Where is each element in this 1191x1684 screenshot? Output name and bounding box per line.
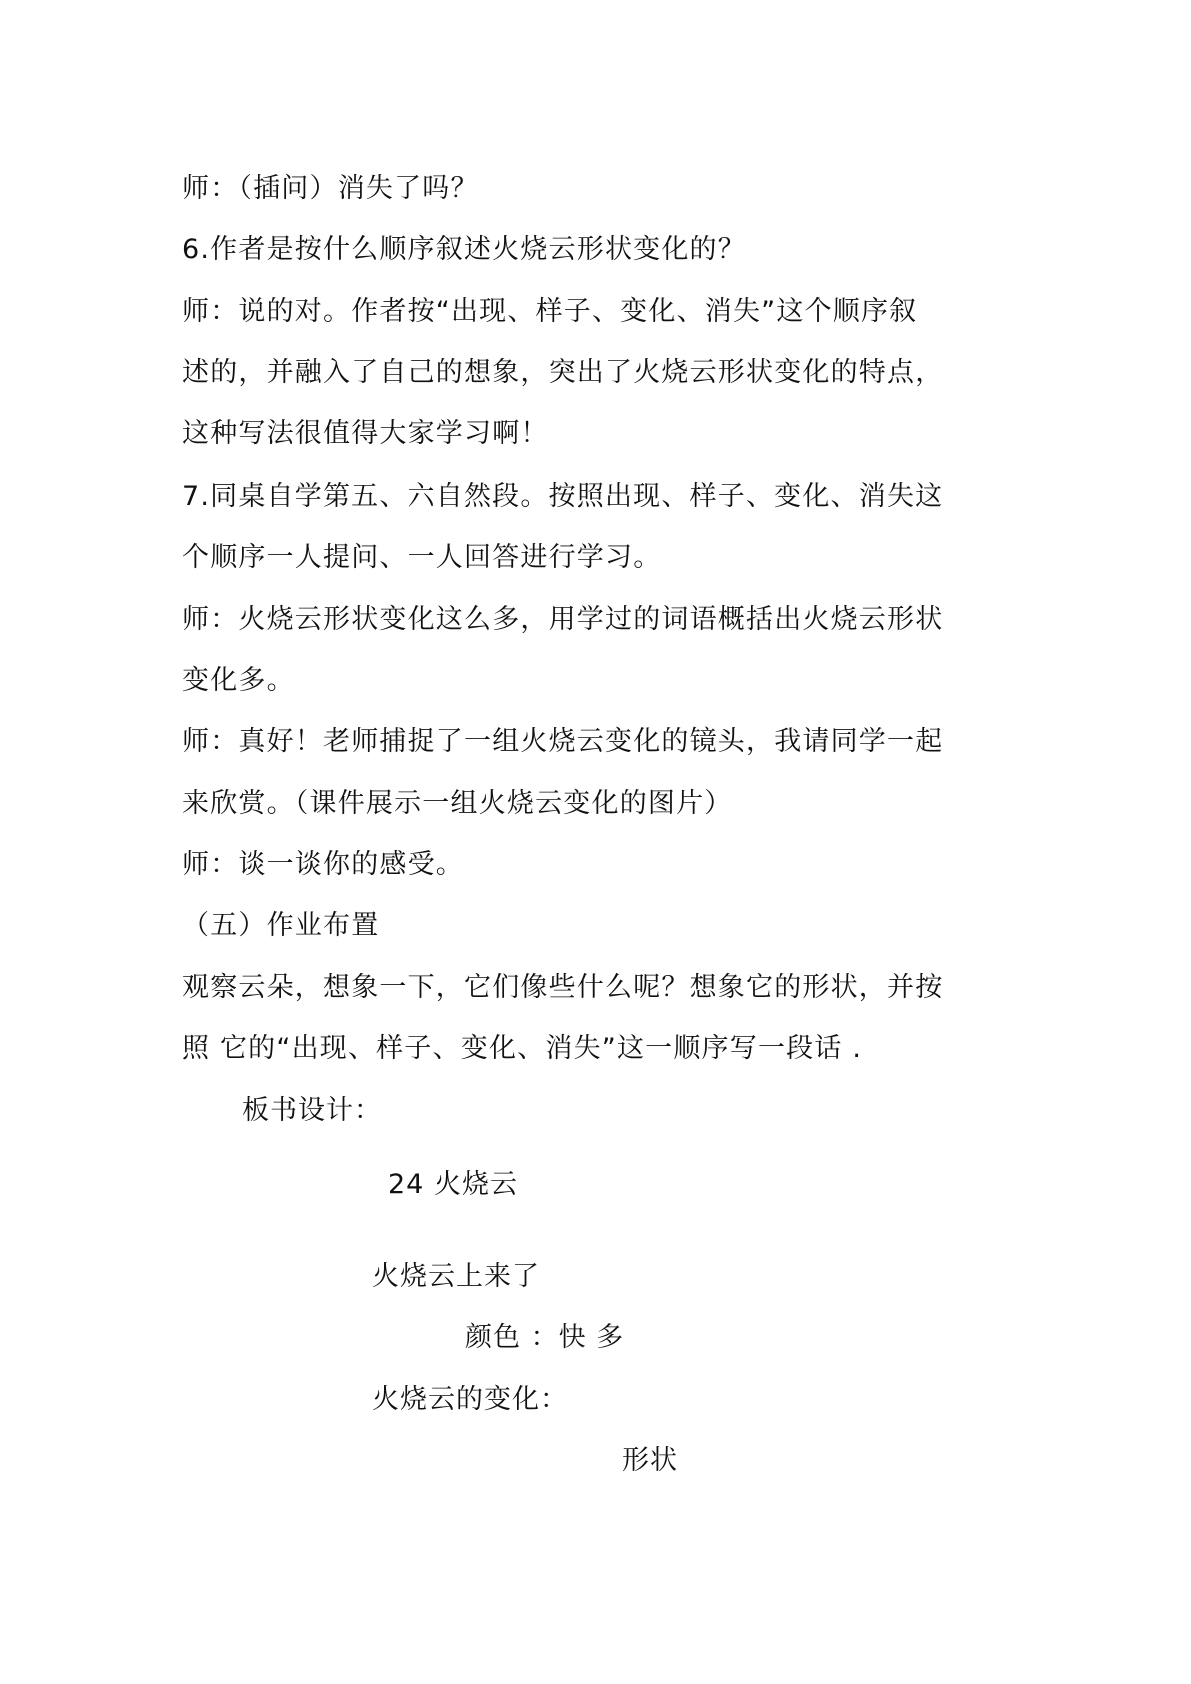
board-design-heading: 板书设计：	[242, 1095, 382, 1126]
text-line: 师：谈一谈你的感受。	[182, 849, 464, 880]
text-line: 来欣赏。（课件展示一组火烧云变化的图片）	[182, 788, 733, 819]
section-heading: （五）作业布置	[182, 910, 380, 941]
text-line: 6.作者是按什么顺序叙述火烧云形状变化的？	[182, 234, 746, 265]
board-title: 24 火烧云	[388, 1169, 518, 1200]
text-line: 师：（插问）消失了吗？	[182, 173, 479, 204]
text-line: 述的，并融入了自己的想象，突出了火烧云形状变化的特点，	[182, 357, 944, 388]
text-line: 师：真好！老师捕捉了一组火烧云变化的镜头，我请同学一起	[182, 726, 944, 757]
text-line: 观察云朵，想象一下，它们像些什么呢？想象它的形状，并按	[182, 972, 944, 1003]
text-line: 这种写法很值得大家学习啊！	[182, 418, 549, 449]
text-line: 7.同桌自学第五、六自然段。按照出现、样子、变化、消失这	[182, 481, 944, 512]
board-item: 颜色 ：快 多	[465, 1322, 625, 1353]
board-item: 火烧云的变化：	[372, 1384, 568, 1415]
board-item: 火烧云上来了	[372, 1261, 540, 1292]
text-line: 师：火烧云形状变化这么多，用学过的词语概括出火烧云形状	[182, 604, 944, 635]
text-line: 师：说的对。作者按“出现、样子、变化、消失”这个顺序叙	[182, 296, 918, 327]
text-line: 个顺序一人提问、一人回答进行学习。	[182, 542, 662, 573]
text-line: 照 它的“出现、样子、变化、消失”这一顺序写一段话 .	[182, 1033, 863, 1064]
text-line: 变化多。	[182, 665, 295, 696]
board-item: 形状	[622, 1445, 678, 1476]
